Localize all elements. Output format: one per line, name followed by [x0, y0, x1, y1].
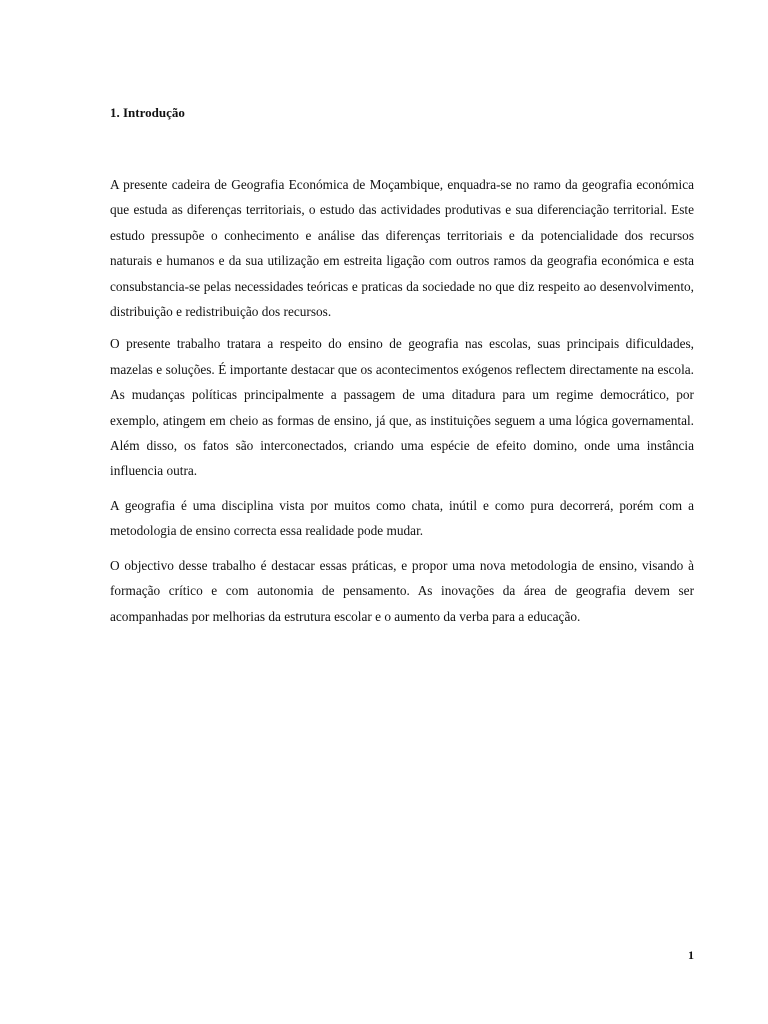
page-number: 1	[688, 948, 694, 962]
section-heading: 1. Introdução	[110, 105, 185, 120]
paragraph-work-scope: O presente trabalho tratara a respeito do ensino de geografia nas escolas, suas principais dificuldades, mazelas e soluções. É importante destacar que os acontecimentos exógenos reflectem directamente na escola. As mudanças políticas principalmente a passagem de uma ditadura para um regime democrático, por exemplo, atingem em cheio as formas de ensino, já que, as instituições seguem a uma lógica governamental. Além disso, os fatos são interconectados, criando uma espécie de efeito domino, onde uma instância influencia outra.	[110, 336, 694, 479]
paragraph-introduction: A presente cadeira de Geografia Económica de Moçambique, enquadra-se no ramo da geografia económica que estuda as diferenças territoriais, o estudo das actividades produtivas e sua diferenciação territorial. Este estudo pressupõe o conhecimento e análise das diferenças territoriais e da potencialidade dos recursos naturais e humanos e da sua utilização em estreita ligação com outros ramos da geografia económica e esta consubstancia-se pelas necessidades teóricas e praticas da sociedade no que diz respeito ao desenvolvimento, distribuição e redistribuição dos recursos.	[110, 177, 694, 320]
paragraph-geography-perception: A geografia é uma disciplina vista por muitos como chata, inútil e como pura decorrerá, porém com a metodologia de ensino correcta essa realidade pode mudar.	[110, 497, 694, 539]
paragraph-objective: O objectivo desse trabalho é destacar essas práticas, e propor uma nova metodologia de ensino, visando à formação crítico e com autonomia de pensamento. As inovações da área de geografia devem ser acompanhadas por melhorias da estrutura escolar e o aumento da verba para a educação.	[110, 557, 694, 624]
body-text	[110, 172, 694, 629]
